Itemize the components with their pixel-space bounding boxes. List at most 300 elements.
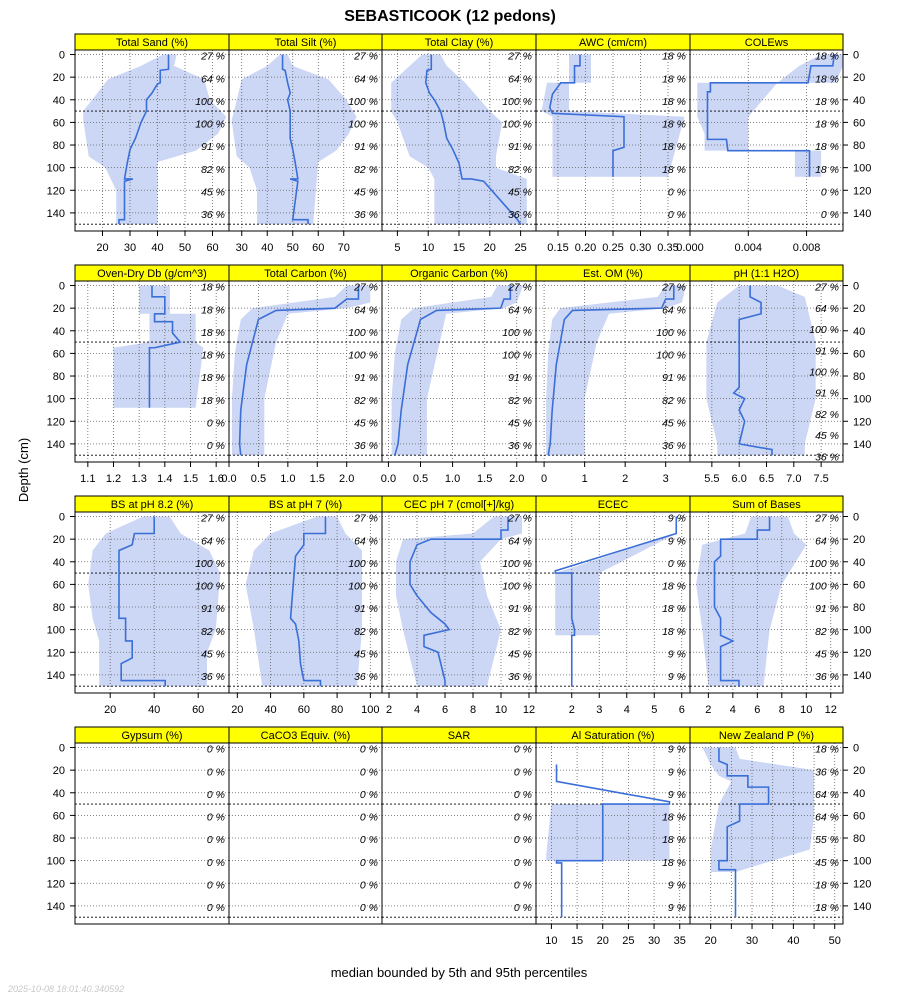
data-completeness-label: 100 % — [809, 580, 839, 593]
percentile-band — [232, 55, 357, 225]
data-completeness-label: 0 % — [513, 834, 532, 847]
x-tick-label: 7.0 — [786, 473, 802, 485]
data-completeness-label: 9 % — [667, 788, 686, 801]
data-completeness-label: 0 % — [513, 811, 532, 824]
data-completeness-label: 100 % — [809, 324, 839, 337]
data-completeness-label: 91 % — [508, 603, 532, 616]
data-completeness-label: 0 % — [513, 879, 532, 892]
data-completeness-label: 0 % — [206, 834, 225, 847]
x-tick-label: 1.4 — [157, 473, 173, 485]
panel-title: Total Silt (%) — [274, 37, 337, 49]
data-completeness-label: 0 % — [513, 788, 532, 801]
panel-title: CaCO3 Equiv. (%) — [260, 730, 351, 742]
panel-13 — [536, 496, 690, 716]
x-tick-label: 30 — [235, 242, 248, 254]
percentile-band — [396, 517, 522, 687]
x-tick-label: 60 — [192, 704, 205, 716]
data-completeness-label: 18 % — [662, 580, 686, 593]
x-tick-label: 0.15 — [547, 242, 569, 254]
y-tick-label-right: 120 — [853, 647, 872, 660]
data-completeness-label: 9 % — [667, 766, 686, 779]
data-completeness-label: 18 % — [201, 372, 225, 385]
panel-9 — [690, 265, 843, 485]
data-completeness-label: 91 % — [815, 345, 839, 358]
data-completeness-label: 100 % — [656, 349, 686, 362]
data-completeness-label: 0 % — [820, 209, 839, 222]
x-tick-label: 4 — [729, 704, 736, 716]
data-completeness-label: 100 % — [195, 557, 225, 570]
x-tick-label: 0.004 — [734, 242, 763, 254]
data-completeness-label: 27 % — [662, 281, 686, 294]
y-tick-label: 60 — [52, 117, 65, 130]
data-completeness-label: 0 % — [359, 743, 378, 756]
x-tick-label: 30 — [745, 935, 759, 947]
data-completeness-label: 0 % — [359, 879, 378, 892]
percentile-band — [696, 517, 806, 687]
x-tick-label: 0.000 — [676, 242, 704, 254]
data-completeness-label: 0 % — [513, 856, 532, 869]
y-tick-label: 100 — [46, 162, 65, 175]
data-completeness-label: 27 % — [815, 512, 839, 525]
percentile-band — [702, 748, 814, 872]
data-completeness-label: 18 % — [662, 141, 686, 154]
x-tick-label: 2.0 — [339, 473, 355, 485]
y-tick-label-right: 40 — [853, 325, 866, 338]
y-tick-label: 60 — [52, 348, 65, 361]
data-completeness-label: 0 % — [206, 440, 225, 453]
y-tick-label: 0 — [58, 742, 65, 755]
x-tick-label: 20 — [96, 242, 109, 254]
x-tick-label: 15 — [452, 242, 466, 254]
data-completeness-label: 100 % — [348, 326, 378, 339]
x-tick-label: 5.5 — [704, 473, 720, 485]
y-tick-label-right: 60 — [853, 348, 866, 361]
data-completeness-label: 0 % — [359, 902, 378, 915]
data-completeness-label: 100 % — [502, 95, 532, 108]
data-completeness-label: 36 % — [662, 440, 686, 453]
data-completeness-label: 18 % — [662, 603, 686, 616]
data-completeness-label: 55 % — [815, 834, 839, 847]
y-tick-label: 100 — [46, 624, 65, 637]
data-completeness-label: 18 % — [662, 73, 686, 86]
percentile-band — [546, 804, 669, 861]
y-tick-label-right: 100 — [853, 855, 872, 868]
data-completeness-label: 82 % — [354, 163, 378, 176]
x-tick-label: 1.5 — [182, 473, 199, 485]
panel-title: Est. OM (%) — [583, 268, 643, 280]
x-tick-label: 2 — [385, 704, 393, 716]
x-tick-label: 20 — [483, 242, 496, 254]
y-tick-label-right: 20 — [853, 765, 866, 778]
x-tick-label: 6.5 — [758, 473, 775, 485]
x-tick-label: 3 — [596, 704, 603, 716]
y-tick-label: 80 — [52, 833, 65, 846]
panel-title: pH (1:1 H2O) — [733, 268, 800, 280]
y-tick-label: 0 — [58, 280, 65, 293]
y-tick-label-right: 0 — [853, 742, 860, 755]
x-tick-label: 60 — [312, 242, 325, 254]
data-completeness-label: 18 % — [201, 394, 225, 407]
data-completeness-label: 100 % — [195, 580, 225, 593]
x-tick-label: 10 — [800, 704, 813, 716]
percentile-band — [555, 517, 676, 636]
x-tick-label: 8 — [469, 704, 477, 716]
x-tick-label: 0 — [541, 473, 548, 485]
panel-16 — [229, 727, 382, 924]
x-tick-label: 2 — [705, 704, 712, 716]
data-completeness-label: 0 % — [359, 856, 378, 869]
y-tick-label: 140 — [46, 669, 65, 682]
x-tick-label: 20 — [596, 935, 609, 947]
data-completeness-label: 0 % — [513, 902, 532, 915]
x-tick-label: 1.5 — [309, 473, 325, 485]
x-tick-label: 1.3 — [131, 473, 147, 485]
y-tick-label-right: 0 — [853, 49, 860, 62]
x-tick-label: 10 — [422, 242, 435, 254]
data-completeness-label: 18 % — [815, 50, 839, 63]
data-completeness-label: 27 % — [508, 50, 532, 63]
data-completeness-label: 36 % — [201, 671, 225, 684]
panel-7 — [381, 265, 536, 485]
panel-18 — [536, 727, 690, 947]
data-completeness-label: 9 % — [667, 743, 686, 756]
y-tick-label-right: 100 — [853, 624, 872, 637]
data-completeness-label: 0 % — [206, 879, 225, 892]
panel-14 — [690, 496, 843, 716]
data-completeness-label: 18 % — [201, 281, 225, 294]
y-tick-label-right: 100 — [853, 162, 872, 175]
data-completeness-label: 91 % — [508, 141, 532, 154]
data-completeness-label: 91 % — [815, 603, 839, 616]
x-tick-label: 0.20 — [574, 242, 597, 254]
x-tick-label: 15 — [570, 935, 584, 947]
panel-title: ECEC — [597, 499, 629, 511]
panel-19 — [690, 727, 843, 947]
x-tick-label: 40 — [148, 704, 161, 716]
y-tick-label: 0 — [58, 511, 65, 524]
data-completeness-label: 36 % — [815, 766, 839, 779]
chart-title: SEBASTICOOK (12 pedons) — [344, 8, 556, 25]
data-completeness-label: 0 % — [206, 766, 225, 779]
x-tick-label: 0.35 — [657, 242, 679, 254]
data-completeness-label: 0 % — [820, 186, 839, 199]
panel-1 — [229, 34, 382, 254]
data-completeness-label: 82 % — [354, 625, 378, 638]
data-completeness-label: 0 % — [359, 766, 378, 779]
data-completeness-label: 36 % — [508, 671, 532, 684]
panel-4 — [676, 34, 843, 254]
data-completeness-label: 82 % — [815, 408, 839, 421]
panel-10 — [75, 496, 229, 716]
y-tick-label: 20 — [52, 303, 65, 316]
data-completeness-label: 18 % — [201, 326, 225, 339]
data-completeness-label: 100 % — [809, 557, 839, 570]
data-completeness-label: 18 % — [815, 902, 839, 915]
panel-title: Sum of Bases — [732, 499, 801, 511]
data-completeness-label: 36 % — [508, 440, 532, 453]
x-tick-label: 6 — [678, 704, 685, 716]
y-tick-label-right: 80 — [853, 140, 866, 153]
y-tick-label-right: 0 — [853, 280, 860, 293]
data-completeness-label: 18 % — [662, 811, 686, 824]
x-tick-label: 50 — [178, 242, 192, 254]
x-tick-label: 50 — [286, 242, 299, 254]
data-completeness-label: 0 % — [667, 557, 686, 570]
data-completeness-label: 9 % — [667, 512, 686, 525]
data-completeness-label: 100 % — [348, 349, 378, 362]
data-completeness-label: 100 % — [656, 326, 686, 339]
y-tick-label: 80 — [52, 140, 65, 153]
data-completeness-label: 45 % — [508, 186, 532, 199]
y-tick-label: 40 — [52, 556, 65, 569]
x-tick-label: 20 — [231, 704, 244, 716]
data-completeness-label: 36 % — [354, 671, 378, 684]
y-tick-label: 20 — [52, 72, 65, 85]
y-tick-label-right: 140 — [853, 207, 872, 220]
y-tick-label-right: 0 — [853, 511, 860, 524]
x-tick-label: 0.5 — [412, 473, 429, 485]
x-tick-label: 20 — [704, 935, 717, 947]
x-tick-label: 30 — [647, 935, 661, 947]
data-completeness-label: 64 % — [662, 304, 686, 317]
x-tick-label: 1.2 — [105, 473, 122, 485]
data-completeness-label: 0 % — [206, 856, 225, 869]
x-tick-label: 3 — [662, 473, 669, 485]
panel-8 — [536, 265, 690, 485]
data-completeness-label: 64 % — [508, 73, 532, 86]
y-tick-label-right: 60 — [853, 117, 866, 130]
y-tick-label-right: 40 — [853, 94, 866, 107]
panel-0 — [75, 34, 229, 254]
data-completeness-label: 91 % — [201, 603, 225, 616]
data-completeness-label: 45 % — [354, 417, 378, 430]
panel-title: Gypsum (%) — [121, 730, 183, 742]
x-tick-label: 12 — [824, 704, 837, 716]
x-tick-label: 2 — [622, 473, 629, 485]
data-completeness-label: 36 % — [815, 671, 839, 684]
x-tick-label: 25 — [622, 935, 635, 947]
panel-3 — [536, 34, 690, 254]
data-completeness-label: 18 % — [815, 743, 839, 756]
data-completeness-label: 27 % — [815, 281, 839, 294]
data-completeness-label: 100 % — [195, 118, 225, 131]
y-tick-label: 80 — [52, 602, 65, 615]
data-completeness-label: 18 % — [201, 304, 225, 317]
x-tick-label: 0.25 — [602, 242, 624, 254]
data-completeness-label: 100 % — [348, 95, 378, 108]
data-completeness-label: 27 % — [201, 50, 225, 63]
timestamp: 2025-10-08 18:01:40.340592 — [8, 984, 125, 994]
x-tick-label: 4 — [413, 704, 421, 716]
y-tick-label-right: 140 — [853, 669, 872, 682]
data-completeness-label: 64 % — [354, 73, 378, 86]
data-completeness-label: 27 % — [508, 512, 532, 525]
panel-frame — [75, 743, 229, 924]
data-completeness-label: 45 % — [815, 856, 839, 869]
x-tick-label: 20 — [104, 704, 117, 716]
x-tick-label: 2 — [568, 704, 575, 716]
y-tick-label: 0 — [58, 49, 65, 62]
data-completeness-label: 0 % — [206, 417, 225, 430]
y-axis-label: Depth (cm) — [16, 437, 31, 503]
data-completeness-label: 82 % — [354, 394, 378, 407]
y-tick-label: 140 — [46, 438, 65, 451]
x-tick-label: 0.5 — [250, 473, 267, 485]
data-completeness-label: 91 % — [354, 372, 378, 385]
y-tick-label-right: 20 — [853, 534, 866, 547]
data-completeness-label: 64 % — [815, 788, 839, 801]
data-completeness-label: 82 % — [508, 394, 532, 407]
y-tick-label: 40 — [52, 94, 65, 107]
data-completeness-label: 27 % — [201, 512, 225, 525]
data-completeness-label: 0 % — [206, 902, 225, 915]
data-completeness-label: 100 % — [502, 326, 532, 339]
data-completeness-label: 64 % — [508, 535, 532, 548]
x-tick-label: 0.30 — [629, 242, 652, 254]
panel-title: BS at pH 8.2 (%) — [110, 499, 194, 511]
y-tick-label: 100 — [46, 393, 65, 406]
x-tick-label: 100 — [361, 704, 380, 716]
data-completeness-label: 64 % — [815, 811, 839, 824]
y-tick-label-right: 120 — [853, 185, 872, 198]
y-tick-label: 80 — [52, 371, 65, 384]
x-tick-label: 8 — [778, 704, 785, 716]
y-tick-label: 20 — [52, 534, 65, 547]
data-completeness-label: 36 % — [508, 209, 532, 222]
data-completeness-label: 18 % — [815, 73, 839, 86]
data-completeness-label: 45 % — [508, 648, 532, 661]
panel-title: Total Clay (%) — [424, 37, 494, 49]
panel-title: Total Sand (%) — [115, 37, 189, 49]
data-completeness-label: 45 % — [815, 430, 839, 443]
x-tick-label: 70 — [337, 242, 350, 254]
y-tick-label-right: 80 — [853, 833, 866, 846]
data-completeness-label: 91 % — [815, 387, 839, 400]
x-tick-label: 1.5 — [477, 473, 493, 485]
x-tick-label: 40 — [261, 242, 274, 254]
data-completeness-label: 27 % — [508, 281, 532, 294]
y-tick-label-right: 40 — [853, 556, 866, 569]
data-completeness-label: 64 % — [354, 535, 378, 548]
data-completeness-label: 91 % — [662, 372, 686, 385]
panel-title: COLEws — [744, 37, 789, 49]
y-tick-label-right: 120 — [853, 416, 872, 429]
data-completeness-label: 0 % — [359, 811, 378, 824]
panel-title: AWC (cm/cm) — [578, 37, 648, 49]
data-completeness-label: 36 % — [354, 440, 378, 453]
panel-frame — [382, 743, 536, 924]
panel-title: CEC pH 7 (cmol[+]/kg) — [403, 499, 515, 511]
y-tick-label: 40 — [52, 787, 65, 800]
x-tick-label: 40 — [787, 935, 800, 947]
data-completeness-label: 9 % — [667, 671, 686, 684]
data-completeness-label: 36 % — [201, 209, 225, 222]
x-tick-label: 6.0 — [731, 473, 747, 485]
x-tick-label: 4 — [623, 704, 630, 716]
y-tick-label-right: 40 — [853, 787, 866, 800]
panels-layer — [47, 34, 872, 947]
data-completeness-label: 0 % — [206, 743, 225, 756]
x-tick-label: 80 — [330, 704, 344, 716]
y-tick-label: 60 — [52, 810, 65, 823]
data-completeness-label: 64 % — [201, 73, 225, 86]
y-tick-label: 100 — [46, 855, 65, 868]
data-completeness-label: 45 % — [201, 648, 225, 661]
data-completeness-label: 100 % — [348, 557, 378, 570]
panel-5 — [75, 265, 229, 485]
data-completeness-label: 18 % — [662, 625, 686, 638]
data-completeness-label: 18 % — [662, 95, 686, 108]
data-completeness-label: 36 % — [815, 451, 839, 464]
data-completeness-label: 0 % — [667, 209, 686, 222]
x-tick-label: 10 — [545, 935, 558, 947]
data-completeness-label: 45 % — [201, 186, 225, 199]
data-completeness-label: 100 % — [502, 349, 532, 362]
y-tick-label: 120 — [46, 185, 65, 198]
y-tick-label-right: 80 — [853, 371, 866, 384]
data-completeness-label: 27 % — [354, 512, 378, 525]
percentile-band — [391, 55, 527, 225]
data-completeness-label: 0 % — [359, 834, 378, 847]
panel-title: New Zealand P (%) — [718, 730, 815, 742]
x-tick-label: 7.5 — [813, 473, 829, 485]
y-tick-label-right: 20 — [853, 303, 866, 316]
data-completeness-label: 0 % — [359, 788, 378, 801]
x-tick-label: 25 — [514, 242, 527, 254]
data-completeness-label: 91 % — [354, 141, 378, 154]
data-completeness-label: 64 % — [508, 304, 532, 317]
data-completeness-label: 45 % — [354, 186, 378, 199]
data-completeness-label: 0 % — [667, 186, 686, 199]
x-tick-label: 0.0 — [380, 473, 397, 485]
data-completeness-label: 91 % — [508, 372, 532, 385]
data-completeness-label: 18 % — [662, 163, 686, 176]
x-tick-label: 1.0 — [280, 473, 296, 485]
data-completeness-label: 64 % — [201, 535, 225, 548]
data-completeness-label: 18 % — [662, 856, 686, 869]
data-completeness-label: 27 % — [354, 281, 378, 294]
y-tick-label-right: 20 — [853, 72, 866, 85]
x-tick-label: 35 — [673, 935, 686, 947]
data-completeness-label: 27 % — [354, 50, 378, 63]
x-tick-label: 2.0 — [509, 473, 525, 485]
x-tick-label: 6 — [754, 704, 761, 716]
data-completeness-label: 45 % — [354, 648, 378, 661]
y-tick-label: 120 — [46, 647, 65, 660]
data-completeness-label: 18 % — [815, 118, 839, 131]
data-completeness-label: 64 % — [354, 304, 378, 317]
x-tick-label: 10 — [494, 704, 508, 716]
y-tick-label-right: 80 — [853, 602, 866, 615]
x-tick-label: 40 — [264, 704, 277, 716]
data-completeness-label: 82 % — [508, 625, 532, 638]
y-tick-label-right: 120 — [853, 878, 872, 891]
data-completeness-label: 18 % — [662, 118, 686, 131]
panel-title: Oven-Dry Db (g/cm^3) — [97, 268, 207, 280]
data-completeness-label: 9 % — [667, 879, 686, 892]
data-completeness-label: 45 % — [508, 417, 532, 430]
x-tick-label: 30 — [123, 242, 137, 254]
data-completeness-label: 91 % — [201, 141, 225, 154]
data-completeness-label: 0 % — [206, 788, 225, 801]
x-axis-label: median bounded by 5th and 95th percentiles — [330, 965, 588, 980]
x-tick-label: 50 — [828, 935, 841, 947]
panel-title: Organic Carbon (%) — [410, 268, 508, 280]
data-completeness-label: 100 % — [195, 95, 225, 108]
y-tick-label: 40 — [52, 325, 65, 338]
data-completeness-label: 82 % — [201, 625, 225, 638]
data-completeness-label: 64 % — [815, 302, 839, 315]
